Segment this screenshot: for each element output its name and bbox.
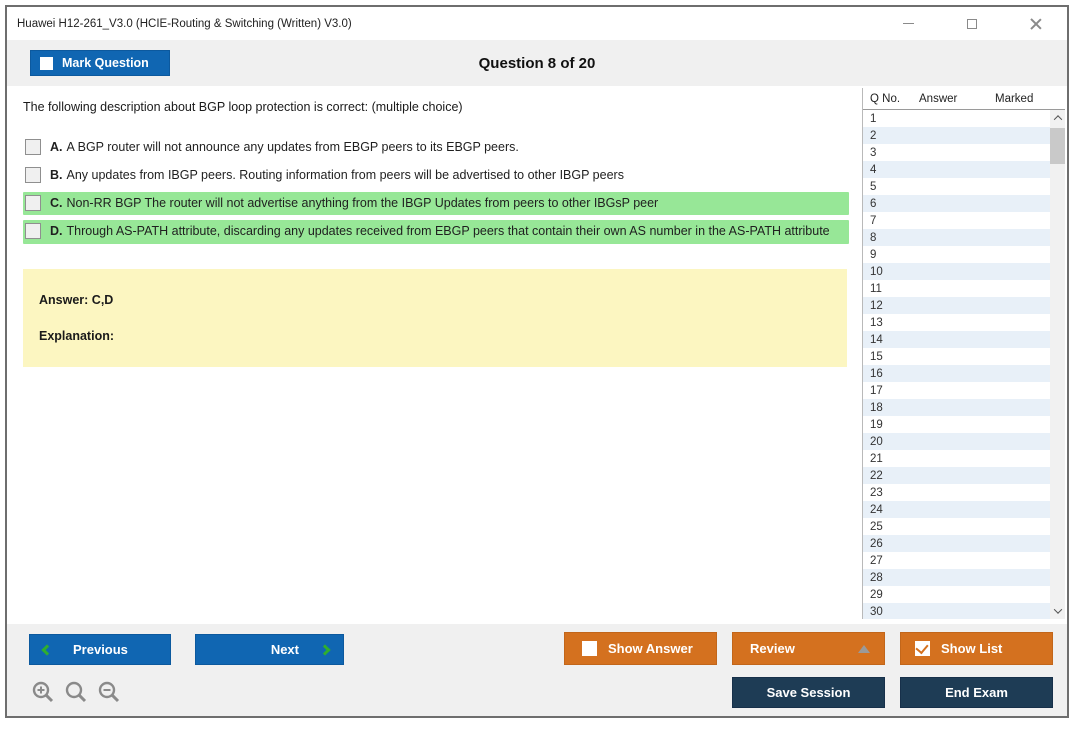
- question-list-row[interactable]: [863, 501, 1050, 518]
- question-list-row[interactable]: [863, 348, 1050, 365]
- show-list-label: Show List: [941, 641, 1003, 656]
- question-number: 5: [870, 180, 877, 193]
- question-list-row[interactable]: [863, 450, 1050, 467]
- option-text-b: B. Any updates from IBGP peers. Routing information from peers will be advertised to other IBGP peers: [50, 168, 624, 183]
- question-list-row[interactable]: [863, 433, 1050, 450]
- option-text-d: D. Through AS-PATH attribute, discarding any updates received from EBGP peers that contain their own AS number in the AS-PATH attribute: [50, 224, 830, 239]
- question-number: 21: [870, 452, 883, 465]
- question-number: 20: [870, 435, 883, 448]
- question-number: 1: [870, 112, 877, 125]
- save-session-label: Save Session: [766, 685, 851, 700]
- option-row-b[interactable]: [23, 164, 849, 187]
- explanation-label: Explanation:: [39, 328, 115, 343]
- maximize-icon: [967, 19, 977, 29]
- question-number: 6: [870, 197, 877, 210]
- question-list-row[interactable]: [863, 144, 1050, 161]
- close-icon: [1030, 18, 1042, 30]
- answer-box: [23, 269, 847, 367]
- question-list-row[interactable]: [863, 195, 1050, 212]
- window-title: Huawei H12-261_V3.0 (HCIE-Routing & Switching (Written) V3.0): [17, 17, 352, 30]
- question-list-row[interactable]: [863, 484, 1050, 501]
- maximize-button[interactable]: [959, 13, 985, 35]
- question-number: 7: [870, 214, 877, 227]
- question-pane: [7, 86, 859, 624]
- mark-question-label: Mark Question: [62, 56, 149, 70]
- question-list-row[interactable]: [863, 127, 1050, 144]
- question-list-row[interactable]: [863, 365, 1050, 382]
- question-counter: Question 8 of 20: [478, 54, 596, 72]
- column-answer: Answer: [919, 92, 958, 105]
- option-text-c: C. Non-RR BGP The router will not advertise anything from the IBGP Updates from peers to other IBGsP peer: [50, 196, 659, 211]
- option-row-a[interactable]: [23, 136, 849, 159]
- chevron-right-icon: [319, 644, 330, 655]
- question-list-row[interactable]: [863, 229, 1050, 246]
- question-number: 13: [870, 316, 883, 329]
- question-list-header: [863, 88, 1065, 110]
- question-number: 16: [870, 367, 883, 380]
- question-number: 3: [870, 146, 877, 159]
- question-list-row[interactable]: [863, 280, 1050, 297]
- question-list-row[interactable]: [863, 110, 1050, 127]
- question-list-row[interactable]: [863, 331, 1050, 348]
- footer-bar: [7, 624, 1067, 716]
- zoom-in-icon[interactable]: [31, 680, 55, 704]
- question-number: 28: [870, 571, 883, 584]
- zoom-out-icon[interactable]: [97, 680, 121, 704]
- question-number: 24: [870, 503, 883, 516]
- question-number: 2: [870, 129, 877, 142]
- question-list-row[interactable]: [863, 518, 1050, 535]
- question-list-row[interactable]: [863, 161, 1050, 178]
- show-answer-button[interactable]: [564, 632, 717, 665]
- show-list-button[interactable]: [900, 632, 1053, 665]
- option-row-c[interactable]: [23, 192, 849, 215]
- save-session-button[interactable]: [732, 677, 885, 708]
- question-number: 19: [870, 418, 883, 431]
- exam-player-window: [5, 5, 1069, 718]
- end-exam-label: End Exam: [945, 685, 1008, 700]
- column-marked: Marked: [995, 92, 1034, 105]
- scroll-down-button[interactable]: [1050, 603, 1065, 619]
- question-number: 9: [870, 248, 877, 261]
- show-list-checkbox[interactable]: [915, 641, 930, 656]
- chevron-left-icon: [41, 644, 52, 655]
- question-number: 14: [870, 333, 883, 346]
- show-answer-checkbox[interactable]: [582, 641, 597, 656]
- chevron-up-icon: [1053, 115, 1061, 123]
- question-number: 25: [870, 520, 883, 533]
- question-number: 18: [870, 401, 883, 414]
- scroll-up-button[interactable]: [1050, 110, 1065, 126]
- question-list-row[interactable]: [863, 569, 1050, 586]
- content-area: [7, 86, 1067, 624]
- question-number: 22: [870, 469, 883, 482]
- question-list-row[interactable]: [863, 246, 1050, 263]
- question-list: [863, 110, 1050, 619]
- option-checkbox-b[interactable]: [25, 167, 41, 183]
- column-qno: Q No.: [870, 92, 901, 105]
- previous-label: Previous: [73, 642, 128, 657]
- chevron-down-icon: [1053, 605, 1061, 613]
- option-row-d[interactable]: [23, 220, 849, 243]
- option-checkbox-c[interactable]: [25, 195, 41, 211]
- minimize-icon: [903, 23, 914, 24]
- question-number: 27: [870, 554, 883, 567]
- zoom-toolbar: [31, 680, 121, 704]
- question-list-scrollbar[interactable]: [1050, 110, 1065, 619]
- question-number: 30: [870, 605, 883, 618]
- question-list-row[interactable]: [863, 603, 1050, 619]
- question-list-row[interactable]: [863, 535, 1050, 552]
- close-button[interactable]: [1023, 13, 1049, 35]
- question-list-row[interactable]: [863, 399, 1050, 416]
- question-list-panel: [862, 88, 1065, 619]
- question-list-row[interactable]: [863, 382, 1050, 399]
- triangle-up-icon: [858, 645, 870, 653]
- option-checkbox-a[interactable]: [25, 139, 41, 155]
- mark-question-button[interactable]: [30, 50, 170, 76]
- question-number: 10: [870, 265, 883, 278]
- question-list-row[interactable]: [863, 467, 1050, 484]
- question-number: 15: [870, 350, 883, 363]
- review-label: Review: [750, 641, 795, 656]
- scrollbar-thumb[interactable]: [1050, 128, 1065, 164]
- question-number: 26: [870, 537, 883, 550]
- header-strip: [7, 40, 1067, 86]
- question-list-row[interactable]: [863, 586, 1050, 603]
- zoom-reset-icon[interactable]: [64, 680, 88, 704]
- window-controls: [895, 7, 1059, 40]
- question-number: 4: [870, 163, 877, 176]
- next-button[interactable]: [195, 634, 344, 665]
- question-list-row[interactable]: [863, 178, 1050, 195]
- minimize-button[interactable]: [895, 13, 921, 35]
- show-answer-label: Show Answer: [608, 641, 693, 656]
- question-number: 29: [870, 588, 883, 601]
- review-button[interactable]: [732, 632, 885, 665]
- previous-button[interactable]: [29, 634, 171, 665]
- next-label: Next: [270, 642, 299, 657]
- answer-label: Answer: C,D: [39, 292, 114, 307]
- mark-question-checkbox[interactable]: [40, 57, 53, 70]
- question-list-row[interactable]: [863, 263, 1050, 280]
- option-text-a: A. A BGP router will not announce any updates from EBGP peers to its EBGP peers.: [50, 140, 519, 154]
- question-number: 12: [870, 299, 883, 312]
- question-number: 8: [870, 231, 877, 244]
- question-list-row[interactable]: [863, 297, 1050, 314]
- end-exam-button[interactable]: [900, 677, 1053, 708]
- question-list-row[interactable]: [863, 552, 1050, 569]
- question-list-row[interactable]: [863, 314, 1050, 331]
- question-number: 17: [870, 384, 883, 397]
- question-number: 23: [870, 486, 883, 499]
- question-list-row[interactable]: [863, 416, 1050, 433]
- option-checkbox-d[interactable]: [25, 223, 41, 239]
- question-list-row[interactable]: [863, 212, 1050, 229]
- title-bar: [7, 7, 1067, 40]
- question-text: The following description about BGP loop protection is correct: (multiple choice): [23, 100, 463, 114]
- question-number: 11: [870, 282, 882, 295]
